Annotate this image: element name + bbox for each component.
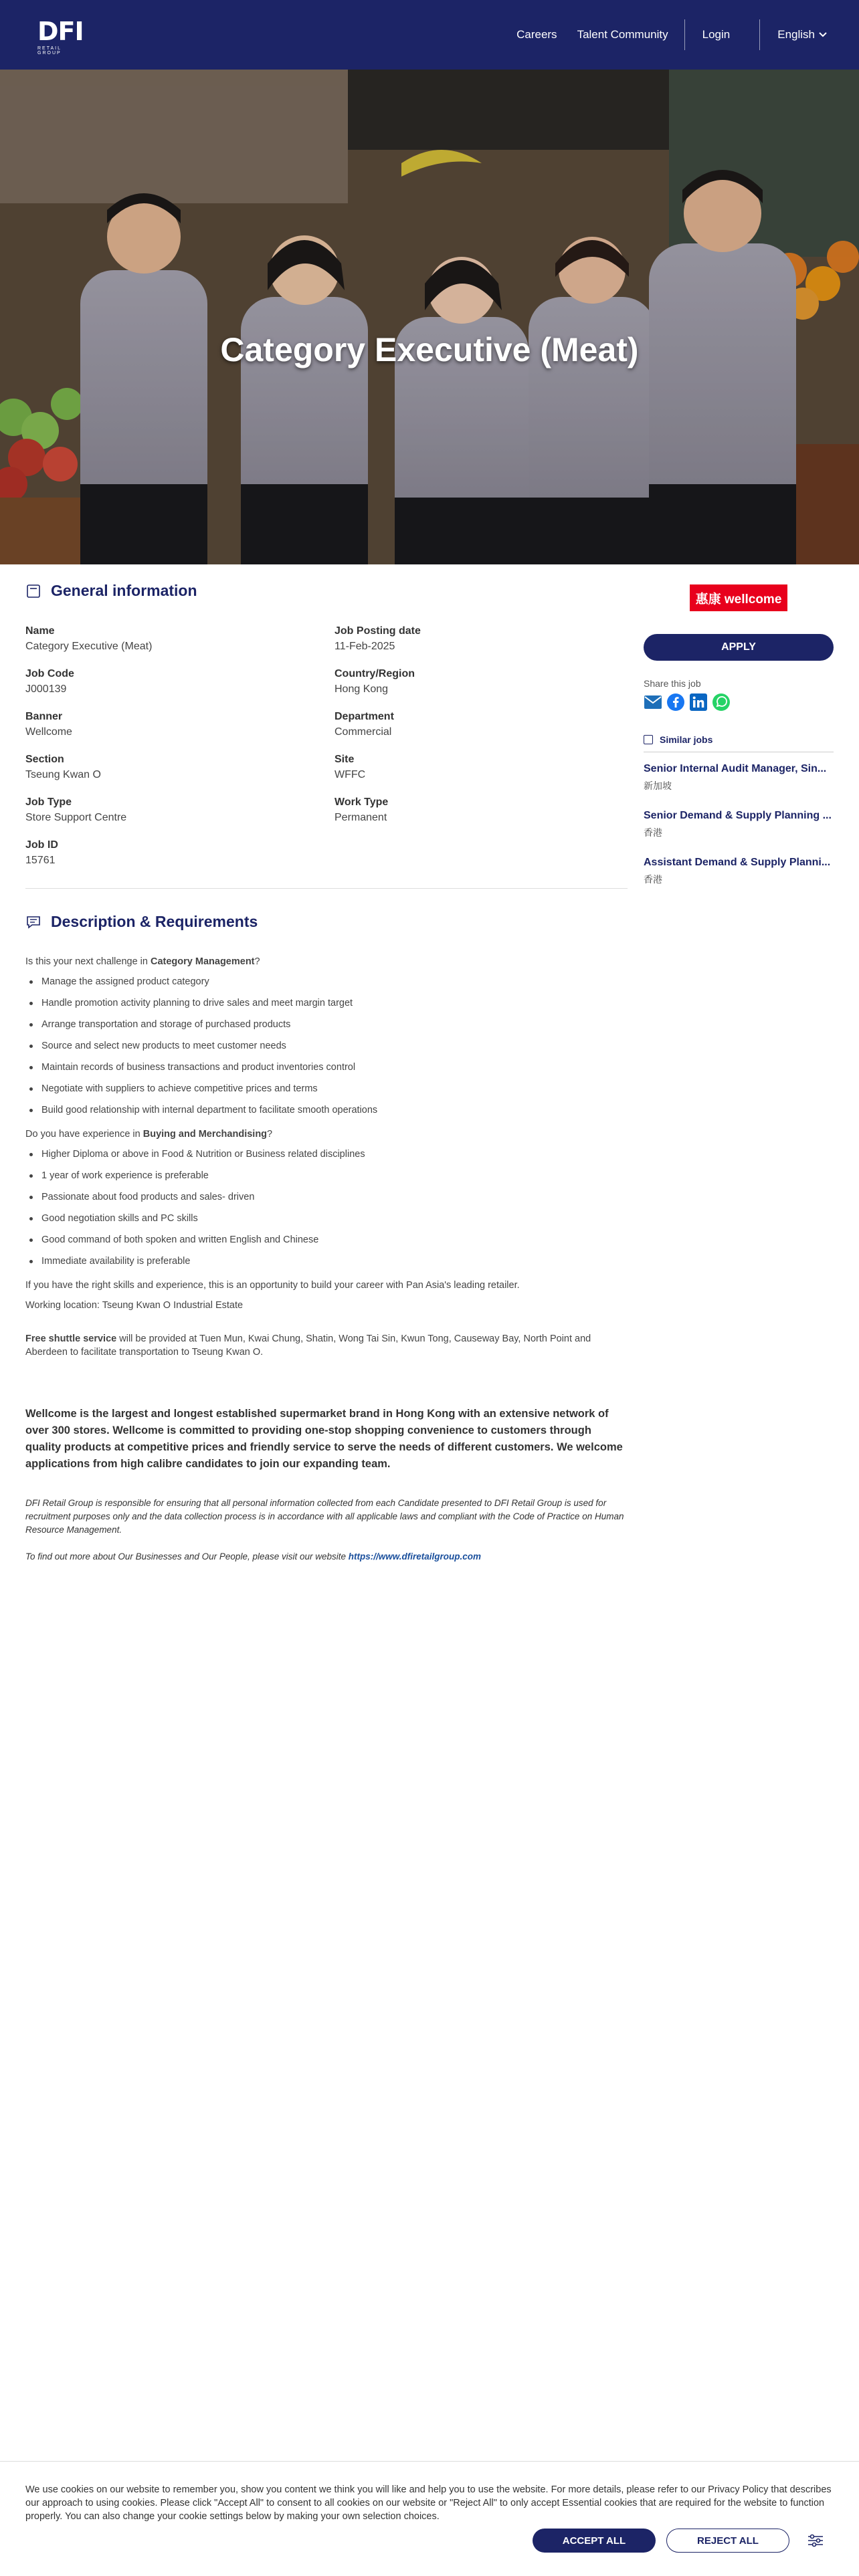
- experience-intro: [25, 1128, 628, 1141]
- description-body: [25, 955, 628, 1564]
- list-item: Passionate about food products and sales- driven: [25, 1190, 628, 1204]
- privacy-statement: DFI Retail Group is responsible for ensuring that all personal information collected from each Candidate presented to DFI Retail Group is used for recruitment purposes only and the data collection process is in accordance with all applicable laws and compliant with the Code of Practice on Human Resource Management.: [25, 1498, 624, 1535]
- share-label: Share this job: [644, 678, 701, 689]
- info-label: Department: [335, 711, 394, 722]
- hero-banner: [0, 70, 859, 564]
- document-icon: [25, 583, 41, 599]
- similar-job-item[interactable]: [644, 857, 834, 886]
- similar-job-title[interactable]: Assistant Demand & Supply Planni...: [644, 857, 831, 868]
- list-item: Build good relationship with internal department to facilitate smooth operations: [25, 1103, 628, 1117]
- shuttle-bold: Free shuttle service: [25, 1333, 117, 1344]
- dfi-logo[interactable]: [37, 17, 86, 56]
- nav-careers[interactable]: Careers: [516, 28, 557, 41]
- info-value: Tseung Kwan O: [25, 769, 101, 780]
- reject-all-button[interactable]: REJECT ALL: [666, 2529, 789, 2553]
- list-item: Negotiate with suppliers to achieve competitive prices and terms: [25, 1082, 628, 1095]
- intro-text: Do you have experience in: [25, 1129, 143, 1140]
- intro-bold: Category Management: [151, 956, 255, 967]
- info-work-type: [335, 795, 615, 825]
- working-location: Working location: Tseung Kwan O Industrial Estate: [25, 1300, 244, 1311]
- intro-text: Is this your next challenge in: [25, 956, 151, 967]
- similar-job-title[interactable]: Senior Internal Audit Manager, Sin...: [644, 763, 827, 774]
- info-value: 15761: [25, 855, 56, 866]
- cookie-text: We use cookies on our website to remember you, show you content we think you will like and help you to use the website. For more details, please refer to our Privacy Policy that describes our approach to using cookies. Please click "Accept All" to consent to all cookies on our website or "Reject All" to only accept Essential cookies that are required for the website to function properly. You can also change your cookie settings below by making your own selection choices.: [25, 2484, 832, 2522]
- cookie-settings-icon[interactable]: [807, 2533, 824, 2549]
- company-website-link[interactable]: https://www.dfiretailgroup.com: [348, 1551, 482, 1562]
- similar-jobs-header: [644, 734, 834, 745]
- info-label: Job Code: [25, 668, 74, 679]
- share-buttons: [644, 693, 834, 712]
- list-item: Arrange transportation and storage of purchased products: [25, 1018, 628, 1031]
- nav-talent-community[interactable]: Talent Community: [577, 28, 668, 41]
- linkedin-icon[interactable]: [689, 693, 708, 712]
- spacer: [25, 1312, 628, 1332]
- logo-subtitle: RETAIL GROUP: [37, 46, 62, 56]
- general-info-header: [25, 582, 628, 600]
- shuttle-text: [25, 1332, 628, 1359]
- info-value: Category Executive (Meat): [25, 641, 153, 652]
- nav-divider: [684, 19, 685, 50]
- spacer: [25, 1473, 628, 1497]
- list-item: Manage the assigned product category: [25, 975, 628, 988]
- info-department: [335, 710, 615, 740]
- find-out-more: [25, 1550, 628, 1564]
- cookie-banner: [0, 2461, 859, 2576]
- similar-jobs-title: Similar jobs: [660, 734, 713, 745]
- site-header: [0, 0, 859, 70]
- list-item: Good negotiation skills and PC skills: [25, 1212, 628, 1225]
- info-value: 11-Feb-2025: [335, 641, 395, 652]
- spacer: [25, 1359, 628, 1406]
- info-value: Permanent: [335, 812, 387, 823]
- list-item: Immediate availability is preferable: [25, 1255, 628, 1268]
- job-sidebar: [644, 584, 834, 886]
- general-info-title: General information: [51, 582, 197, 599]
- info-country-region: [335, 667, 615, 697]
- hero-photo: [0, 70, 859, 564]
- intro-bold: Buying and Merchandising: [142, 1129, 268, 1140]
- chat-bubble-icon: [25, 914, 41, 930]
- similar-job-location: 香港: [644, 827, 662, 838]
- list-item: Higher Diploma or above in Food & Nutrition or Business related disciplines: [25, 1148, 628, 1161]
- info-job-code: [25, 667, 335, 697]
- info-name: [25, 624, 335, 654]
- similar-job-location: 新加坡: [644, 780, 672, 791]
- info-job-id: [25, 838, 335, 868]
- logo-mark: DFI: [37, 17, 84, 46]
- info-label: Site: [335, 754, 355, 765]
- info-label: Name: [25, 625, 55, 637]
- language-selector[interactable]: [777, 28, 827, 41]
- job-title-heading: Category Executive (Meat): [220, 331, 639, 368]
- similar-job-item[interactable]: [644, 810, 834, 839]
- info-job-type: [25, 795, 335, 825]
- info-site: [335, 752, 615, 782]
- list-item: Maintain records of business transactions and product inventories control: [25, 1061, 628, 1074]
- find-out-text: To find out more about Our Businesses and Our People, please visit our website: [25, 1551, 349, 1562]
- main-nav: [516, 0, 859, 70]
- info-label: Job ID: [25, 839, 58, 851]
- responsibilities-list: [25, 975, 628, 1117]
- apply-button[interactable]: APPLY: [644, 634, 834, 661]
- shuttle-rest: will be provided at Tuen Mun, Kwai Chung, Shatin, Wong Tai Sin, Kwun Tong, Causeway Bay, North Point and Aberdeen to facilitate transportation to Tseung Kwan O.: [25, 1333, 591, 1358]
- info-value: J000139: [25, 683, 67, 695]
- list-item: Good command of both spoken and written English and Chinese: [25, 1233, 628, 1247]
- info-value: WFFC: [335, 769, 366, 780]
- list-item: Handle promotion activity planning to drive sales and meet margin target: [25, 996, 628, 1010]
- description-title: Description & Requirements: [51, 913, 258, 930]
- info-value: Store Support Centre: [25, 812, 127, 823]
- accept-all-button[interactable]: ACCEPT ALL: [533, 2529, 656, 2553]
- similar-job-location: 香港: [644, 874, 662, 885]
- spacer: [25, 1537, 628, 1550]
- info-label: Banner: [25, 711, 63, 722]
- info-label: Work Type: [335, 796, 389, 808]
- whatsapp-icon[interactable]: [712, 693, 731, 712]
- similar-jobs-icon: [644, 735, 653, 744]
- requirements-list: [25, 1148, 628, 1268]
- company-about: Wellcome is the largest and longest established supermarket brand in Hong Kong with an extensive network of over 300 stores. Wellcome is committed to providing one-stop shopping convenience to customers through quality products at competitive prices and friendly service to serve the needs of different customers. We welcome applications from high calibre candidates to join our expanding team.: [25, 1408, 623, 1470]
- info-banner: [25, 710, 335, 740]
- similar-job-title[interactable]: Senior Demand & Supply Planning ...: [644, 810, 832, 821]
- nav-login[interactable]: Login: [702, 28, 731, 41]
- facebook-icon[interactable]: [666, 693, 685, 712]
- info-label: Section: [25, 754, 64, 765]
- wellcome-logo: 惠康 wellcome: [690, 584, 787, 611]
- description-header: [25, 913, 628, 931]
- list-item: Source and select new products to meet customer needs: [25, 1039, 628, 1053]
- info-value: Hong Kong: [335, 683, 389, 695]
- language-label: English: [777, 28, 815, 41]
- info-label: Job Type: [25, 796, 72, 808]
- similar-job-item[interactable]: [644, 763, 834, 792]
- nav-divider: [759, 19, 760, 50]
- info-label: Job Posting date: [335, 625, 421, 637]
- info-label: Country/Region: [335, 668, 415, 679]
- info-value: Commercial: [335, 726, 392, 738]
- section-divider: [25, 888, 628, 889]
- info-section: [25, 752, 335, 782]
- info-value: Wellcome: [25, 726, 72, 738]
- intro-text: ?: [254, 956, 260, 967]
- challenge-intro: [25, 955, 628, 968]
- general-info-grid: [25, 624, 628, 868]
- list-item: 1 year of work experience is preferable: [25, 1169, 628, 1182]
- intro-text: ?: [267, 1129, 273, 1140]
- chevron-down-icon: [819, 32, 827, 37]
- email-icon[interactable]: [644, 693, 662, 712]
- info-job-posting-date: [335, 624, 615, 654]
- main-content: [25, 582, 628, 1564]
- opportunity-text: If you have the right skills and experience, this is an opportunity to build your career with Pan Asia's leading retailer.: [25, 1280, 520, 1291]
